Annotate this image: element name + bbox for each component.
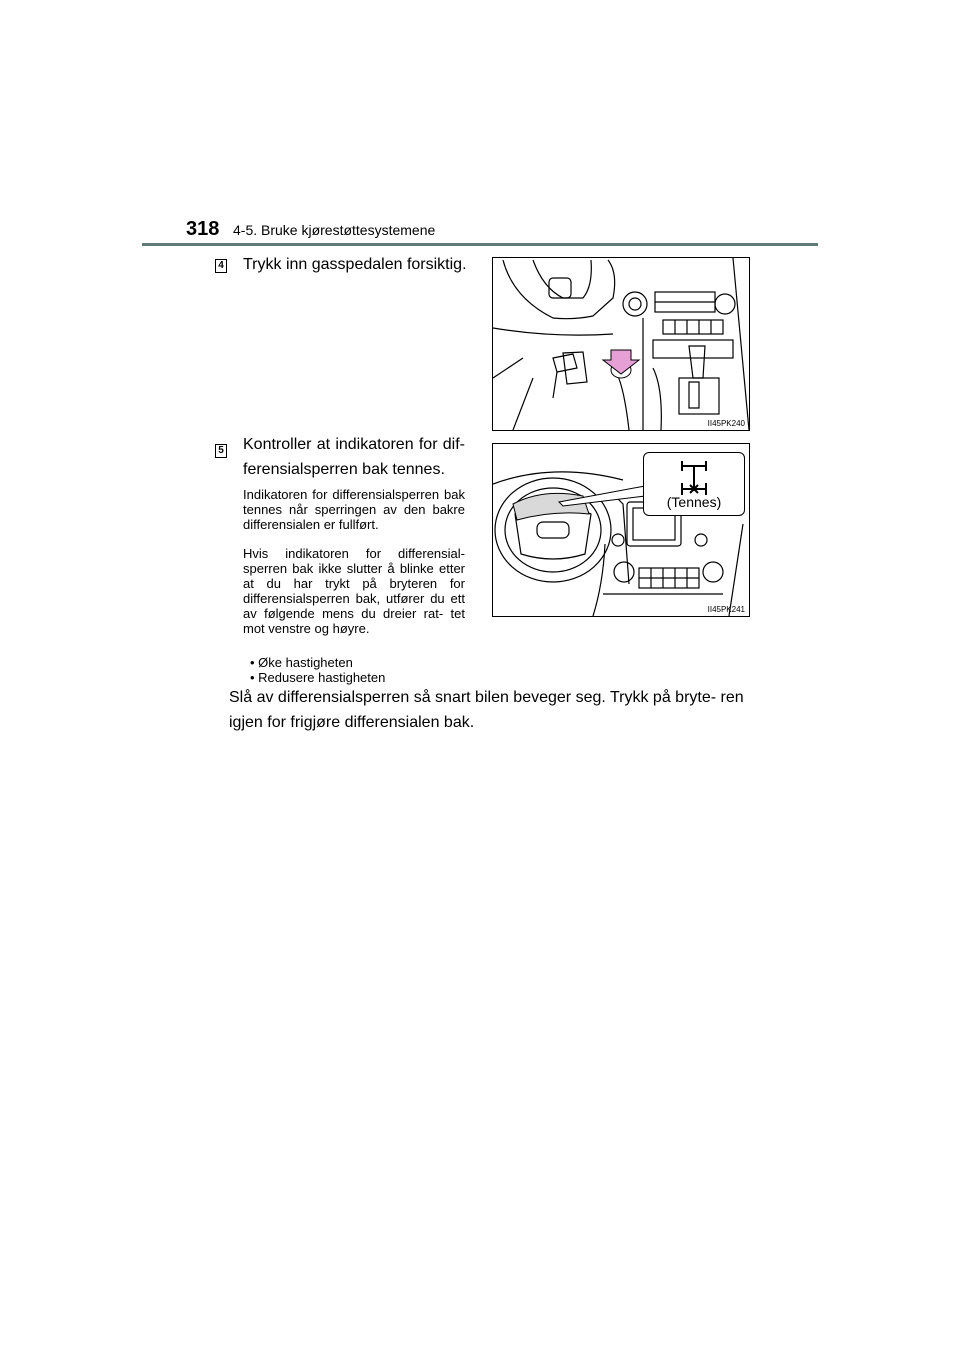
callout-box [643, 452, 745, 516]
figure-accelerator-pedal [492, 257, 750, 431]
header-rule [142, 243, 818, 246]
step-4-title: Trykk inn gasspedalen forsiktig. [243, 256, 467, 273]
callout-label: (Tennes) [666, 494, 722, 510]
section-title: 4-5. Bruke kjørestøttesystemene [233, 222, 436, 238]
press-arrow-icon [603, 350, 639, 378]
closing-note: Slå av differensialsperren så snart bilen beveger seg. Trykk på bryte- ren igjen for frigjøre differensialen bak. [229, 689, 744, 731]
figure-indicator [492, 443, 750, 617]
step-5-title: Kontroller at indikatoren for dif- ferensialsperren bak tennes. [243, 436, 465, 478]
page-number: 318 [186, 218, 220, 240]
diff-lock-indicator-icon [644, 455, 744, 495]
step-5-paragraph-2: Hvis indikatoren for differensial- sperren bak ikke slutter å blinke etter at du har trykt på bryteren for differensialsperren bak, utfører du ett av følgende mens du dreier rat- tet mot venstre og høyre. [243, 546, 465, 636]
pedal-illustration [493, 258, 749, 430]
step-5-badge: 5 [215, 444, 227, 458]
bullet-item: • Øke hastigheten [250, 655, 353, 670]
figure-code: II45PK240 [707, 419, 745, 428]
bullet-item: • Redusere hastigheten [250, 670, 386, 685]
step-5-paragraph-1: Indikatoren for differensialsperren bak tennes når sperringen av den bakre differensialen er fullført. [243, 487, 465, 532]
step-4-badge: 4 [215, 259, 227, 273]
figure-code: II45PK241 [707, 605, 745, 614]
indicator-highlight [513, 493, 589, 520]
